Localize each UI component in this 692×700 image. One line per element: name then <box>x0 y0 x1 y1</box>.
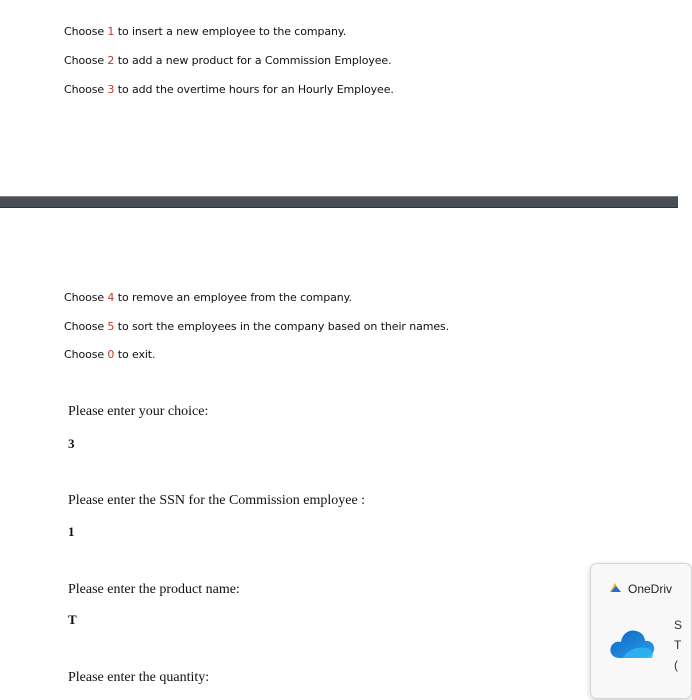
menu-text: Choose <box>64 291 108 304</box>
toast-text-fragment: T <box>674 638 682 652</box>
toast-text-fragment: ( <box>674 658 678 672</box>
menu-option-0 <box>64 348 155 361</box>
choice-value: 3 <box>68 436 75 451</box>
menu-number: 5 <box>107 320 115 333</box>
menu-text: Choose <box>64 348 108 361</box>
menu-text: to insert a new employee to the company. <box>114 25 347 38</box>
menu-number: 3 <box>107 83 115 96</box>
menu-text: Choose <box>64 320 108 333</box>
onedrive-notification[interactable] <box>590 563 692 699</box>
menu-option-5 <box>64 320 449 333</box>
product-name-value: T <box>68 612 77 627</box>
menu-text: to add a new product for a Commission Employee. <box>114 54 392 67</box>
onedrive-cloud-icon <box>607 626 657 665</box>
menu-text: Choose <box>64 25 108 38</box>
page-divider <box>0 196 678 208</box>
menu-option-4 <box>64 291 352 304</box>
menu-text: to sort the employees in the company based on their names. <box>114 320 450 333</box>
onedrive-header <box>609 580 672 598</box>
onedrive-small-icon <box>609 580 622 598</box>
menu-text: Choose <box>64 54 108 67</box>
menu-text: to add the overtime hours for an Hourly Employee. <box>114 83 394 96</box>
menu-option-2 <box>64 54 392 67</box>
menu-number: 2 <box>107 54 115 67</box>
menu-number: 0 <box>107 348 115 361</box>
onedrive-title: OneDriv <box>628 582 673 596</box>
choice-prompt: Please enter your choice: <box>68 404 209 419</box>
ssn-value: 1 <box>68 524 75 539</box>
toast-text-fragment: S <box>674 618 683 632</box>
quantity-prompt: Please enter the quantity: <box>68 670 210 685</box>
ssn-prompt: Please enter the SSN for the Commission employee : <box>68 493 366 508</box>
menu-option-3 <box>64 83 394 96</box>
menu-number: 1 <box>107 25 115 38</box>
menu-text: to exit. <box>114 348 156 361</box>
menu-text: Choose <box>64 83 108 96</box>
menu-text: to remove an employee from the company. <box>114 291 352 304</box>
menu-number: 4 <box>107 291 115 304</box>
menu-option-1 <box>64 25 346 38</box>
product-name-prompt: Please enter the product name: <box>68 582 240 597</box>
